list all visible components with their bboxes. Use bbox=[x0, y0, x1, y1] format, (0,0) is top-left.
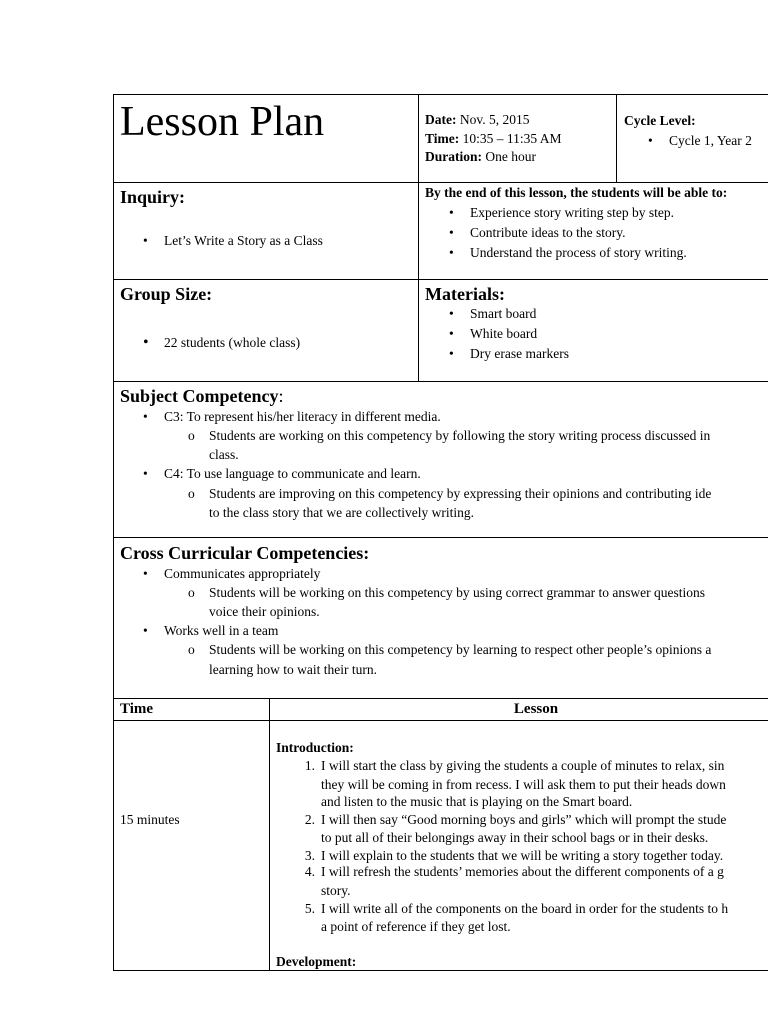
step-text: I will refresh the students’ memories about the different components of a g bbox=[321, 864, 724, 879]
rule-cycle bbox=[616, 94, 617, 183]
cross-item-1-sub bbox=[188, 583, 706, 602]
cross-item-2-text: Works well in a team bbox=[164, 623, 279, 638]
cross-item-2-sub-text-2: learning how to wait their turn. bbox=[209, 662, 377, 677]
cross-item-1 bbox=[143, 564, 321, 583]
step-number: 1. bbox=[304, 758, 315, 773]
c4-sub-text-2: to the class story that we are collectively writing. bbox=[209, 505, 475, 520]
c3-text: C3: To represent his/her literacy in different media. bbox=[164, 409, 441, 424]
step-number: 2. bbox=[304, 812, 315, 827]
list-item bbox=[449, 304, 569, 323]
step-text: to put all of their belongings away in their school bags or in their desks. bbox=[321, 830, 709, 845]
date-label: Date: bbox=[425, 112, 457, 127]
rule-row5 bbox=[113, 698, 768, 699]
sub-bullet-icon: o bbox=[188, 642, 195, 657]
cycle-label: Cycle Level: bbox=[624, 113, 696, 128]
step-text: story. bbox=[321, 883, 351, 898]
c3-sub-text-2: class. bbox=[209, 447, 239, 462]
list-item bbox=[449, 203, 687, 222]
bullet-icon: • bbox=[143, 233, 148, 248]
time-label: Time: bbox=[425, 131, 460, 146]
date-value: Nov. 5, 2015 bbox=[459, 112, 530, 127]
material-text: White board bbox=[470, 326, 538, 341]
objectives-heading: By the end of this lesson, the students will be able to: bbox=[425, 185, 728, 200]
rule-row6 bbox=[113, 720, 768, 721]
cross-item-1-sub-text-2: voice their opinions. bbox=[209, 604, 320, 619]
intro-heading: Introduction: bbox=[276, 740, 354, 755]
rule-left bbox=[113, 94, 114, 971]
time-line bbox=[425, 129, 562, 148]
inquiry-text: Let’s Write a Story as a Class bbox=[164, 233, 323, 248]
sub-bullet-icon: o bbox=[188, 486, 195, 501]
objective-text: Contribute ideas to the story. bbox=[470, 225, 626, 240]
step-number: 4. bbox=[304, 864, 315, 879]
group-size-item bbox=[143, 333, 301, 352]
inquiry-item bbox=[143, 231, 323, 250]
rule-top bbox=[113, 94, 768, 95]
step-text: and listen to the music that is playing on the Smart board. bbox=[321, 794, 633, 809]
objectives-list bbox=[449, 203, 687, 262]
list-item bbox=[449, 223, 687, 242]
group-size-text: 22 students (whole class) bbox=[164, 335, 301, 350]
bullet-icon: • bbox=[143, 466, 148, 481]
list-item bbox=[304, 899, 729, 918]
rule-row2 bbox=[113, 279, 768, 280]
list-item bbox=[449, 243, 687, 262]
duration-label: Duration: bbox=[425, 149, 482, 164]
date-line bbox=[425, 110, 529, 129]
rule-time-col bbox=[269, 698, 270, 971]
c3-sub-item bbox=[188, 426, 711, 445]
c3-sub-text-1: Students are working on this competency by following the story writing process discussed in bbox=[209, 428, 711, 443]
cycle-value-item bbox=[648, 131, 752, 150]
rule-row3 bbox=[113, 381, 768, 382]
cross-item-2-sub bbox=[188, 640, 712, 659]
bullet-icon: • bbox=[449, 205, 454, 220]
bullet-icon: • bbox=[143, 566, 148, 581]
step-text: a point of reference if they get lost. bbox=[321, 919, 511, 934]
cycle-value: Cycle 1, Year 2 bbox=[669, 133, 752, 148]
objective-text: Experience story writing step by step. bbox=[470, 205, 674, 220]
c4-text: C4: To use language to communicate and learn. bbox=[164, 466, 421, 481]
step-text: they will be coming in from recess. I will ask them to put their heads down bbox=[321, 777, 726, 792]
subject-competency-heading bbox=[120, 385, 284, 407]
sub-bullet-icon: o bbox=[188, 585, 195, 600]
subject-competency-title: Subject Competency bbox=[120, 386, 279, 406]
cross-item-2 bbox=[143, 621, 279, 640]
step-text: I will explain to the students that we will be writing a story together today. bbox=[321, 848, 724, 863]
group-size-heading: Group Size: bbox=[120, 284, 213, 304]
list-item bbox=[449, 344, 569, 363]
col-header-time: Time bbox=[120, 701, 154, 717]
step-text: I will then say “Good morning boys and girls” which will prompt the stude bbox=[321, 812, 727, 827]
duration-value: One hour bbox=[485, 149, 536, 164]
c4-sub-item bbox=[188, 484, 712, 503]
lesson-plan-table bbox=[113, 94, 768, 971]
rule-row4 bbox=[113, 537, 768, 538]
duration-line bbox=[425, 147, 536, 166]
step-text: I will start the class by giving the students a couple of minutes to relax, sin bbox=[321, 758, 725, 773]
cross-item-2-sub-text-1: Students will be working on this competency by learning to respect other people’s opinions a bbox=[209, 642, 712, 657]
bullet-icon: • bbox=[648, 133, 653, 148]
step-number: 5. bbox=[304, 901, 315, 916]
list-item bbox=[304, 756, 725, 775]
bullet-icon: • bbox=[143, 623, 148, 638]
sub-bullet-icon: o bbox=[188, 428, 195, 443]
bullet-icon: • bbox=[449, 306, 454, 321]
col-header-lesson: Lesson bbox=[513, 701, 559, 717]
material-text: Dry erase markers bbox=[470, 346, 569, 361]
materials-heading: Materials: bbox=[425, 284, 505, 304]
material-text: Smart board bbox=[470, 306, 537, 321]
c4-item bbox=[143, 464, 421, 483]
c3-item bbox=[143, 407, 441, 426]
bullet-icon: • bbox=[143, 334, 149, 351]
step-number: 3. bbox=[304, 848, 315, 863]
materials-list bbox=[449, 304, 569, 363]
page-title: Lesson Plan bbox=[120, 99, 325, 145]
list-item bbox=[304, 862, 724, 881]
cross-item-1-text: Communicates appropriately bbox=[164, 566, 321, 581]
row-time: 15 minutes bbox=[120, 812, 180, 827]
bullet-icon: • bbox=[449, 326, 454, 341]
objective-text: Understand the process of story writing. bbox=[470, 245, 687, 260]
bullet-icon: • bbox=[449, 225, 454, 240]
cross-curricular-heading: Cross Curricular Competencies: bbox=[120, 543, 370, 563]
subject-competency-colon: : bbox=[278, 386, 284, 406]
bullet-icon: • bbox=[143, 409, 148, 424]
list-item bbox=[304, 810, 727, 829]
rule-mid bbox=[418, 94, 419, 382]
bullet-icon: • bbox=[449, 346, 454, 361]
c4-sub-text-1: Students are improving on this competency by expressing their opinions and contributing ide bbox=[209, 486, 712, 501]
time-value: 10:35 – 11:35 AM bbox=[462, 131, 562, 146]
bullet-icon: • bbox=[449, 245, 454, 260]
dev-heading: Development: bbox=[276, 954, 357, 969]
cross-item-1-sub-text-1: Students will be working on this competency by using correct grammar to answer questions bbox=[209, 585, 706, 600]
rule-bottom bbox=[113, 970, 768, 971]
list-item bbox=[449, 324, 569, 343]
step-text: I will write all of the components on the board in order for the students to h bbox=[321, 901, 729, 916]
inquiry-heading: Inquiry: bbox=[120, 187, 186, 207]
